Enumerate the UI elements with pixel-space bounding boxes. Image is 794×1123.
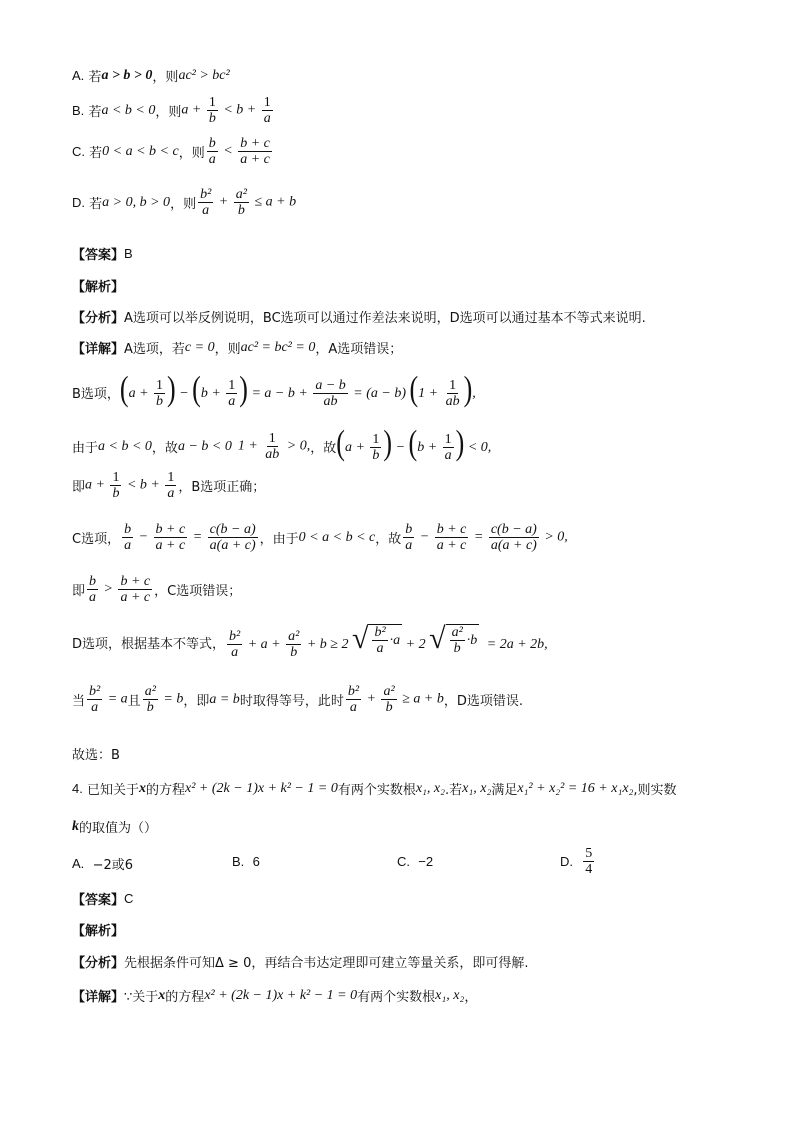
q4-xiangjie-line: 【详解】 ∵关于 x 的方程 x² + (2k − 1)x + k² − 1 = 0 有两个实数根 x₁, x₂ ， [72, 987, 478, 1005]
detail-text: 的方程 [165, 990, 205, 1005]
q4-option-a [72, 854, 133, 873]
detail-text: A选项，若 [124, 342, 185, 357]
jiexi-tag: 【解析】 [72, 924, 125, 939]
detail-text: 有两个实数根 [357, 990, 436, 1005]
detail-b-line [72, 368, 476, 410]
option-label: C. [397, 854, 410, 869]
option-b [72, 95, 275, 126]
option-conclusion: $\frac{b}{a}$ < $\frac{b + c}{a + c}$ [208, 136, 270, 167]
option-label: B. [232, 854, 245, 869]
fenxi-tag: 【分析】 [72, 311, 125, 326]
option-condition: a > 0, b > 0 [102, 194, 171, 210]
xiangjie-tag: 【详解】 [72, 990, 125, 1005]
detail-text: ，故 [310, 441, 337, 457]
detail-math: $\frac{b}{a}$ > $\frac{b + c}{a + c}$ [89, 574, 151, 605]
detail-math: (a + $\frac{1}{b}$ ) − (b + $\frac{1}{a}$ ) = a − b + $\frac{a - b}{ab}$ = (a − b) (1 + $\frac{1}{ab}$ ), [119, 368, 476, 410]
detail-math: $\frac{\text{b²}}{a}$ + $\frac{\text{a²}}{b}$ ≥ a + b [347, 684, 444, 715]
jiexi-tag: 【解析】 [72, 280, 125, 295]
answer-value: C [124, 891, 134, 906]
q4-text: 已知关于 [86, 783, 139, 798]
detail-c-line2 [72, 574, 241, 605]
option-text: ，则 [170, 197, 197, 212]
detail-text: 即 [72, 584, 86, 599]
q4-equation: x² + (2k − 1)x + k² − 1 = 0 [204, 987, 358, 1003]
detail-math: ac² = bc² = 0 [240, 339, 316, 355]
question-number: 4. [72, 781, 83, 796]
option-text: 若 [89, 197, 103, 212]
option-label: D. [72, 195, 85, 210]
q4-text: 的方程 [146, 783, 186, 798]
detail-text: 且 [127, 694, 141, 709]
detail-text: ，D选项错误. [443, 694, 523, 709]
option-label: D. [560, 854, 573, 869]
detail-b-line3 [72, 470, 265, 501]
answer-tag: 【答案】 [72, 248, 125, 263]
detail-text: 时取得等号，此时 [239, 694, 344, 709]
detail-d-line2: 当 $\frac{\text{b²}}{a}$ = a 且 $\frac{\text{a²}}{b}$ = b ，即 a = b 时取得等号，此时 $\frac{\text{b²}}{a}$ + $\frac{\text{a²}}{b}$ ≥ a + b ，D选项错误. [72, 684, 523, 715]
q4-text: .若 [445, 783, 463, 798]
detail-text: B选项， [72, 387, 120, 403]
q4-stem-line1 [72, 779, 677, 798]
xiangjie-tag: 【详解】 [72, 342, 125, 357]
detail-text: ，由于 [259, 532, 299, 547]
answer-line [72, 244, 133, 263]
q4-option-b [232, 854, 260, 869]
detail-text: ∵关于 [124, 990, 159, 1005]
detail-text: ，故 [375, 532, 402, 547]
q4-math: x₁, x₂ [435, 987, 465, 1003]
fenxi-tag: 【分析】 [72, 956, 125, 971]
option-value: −2或6 [92, 858, 133, 873]
option-condition: a < b < 0 [101, 102, 156, 118]
option-text: ，则 [152, 70, 179, 85]
q4-math: x₁, x₂ [415, 780, 446, 796]
detail-text: 由于 [72, 441, 99, 457]
q4-text: 满足 [491, 783, 518, 798]
option-text: ，则 [178, 146, 205, 161]
detail-math: $\frac{b}{a}$ − $\frac{b + c}{a + c}$ = $\frac{c(b - a)}{a(a + c)}$ [124, 522, 256, 553]
detail-c-line [72, 522, 568, 553]
detail-math: a + $\frac{1}{b}$ < b + $\frac{1}{a}$ [85, 470, 175, 501]
conclusion-text: 故选：B [72, 748, 120, 763]
option-label: A. [72, 856, 85, 871]
q4-analysis-heading [72, 920, 124, 939]
q4-stem-line2 [72, 817, 157, 836]
detail-text: ，故 [151, 441, 178, 457]
option-text: ，则 [155, 105, 182, 120]
detail-text: C选项， [72, 532, 121, 547]
analysis-heading [72, 276, 124, 295]
option-value: −2 [418, 854, 434, 869]
option-value: $\frac{5}{4}$ [585, 846, 593, 877]
q4-fenxi-line [72, 952, 528, 971]
option-a [72, 66, 230, 85]
q4-math: x [158, 987, 166, 1003]
detail-math: $\frac{\text{b²}}{a}$ + a + $\frac{\text{a²}}{b}$ + b ≥ 2 √ $\frac{\text{b²}}{a}$ ·a + 2 √ $\frac{\text{a²}}{b}$ ·b = 2a + 2b, [229, 622, 548, 661]
detail-math: a < b < 0 [98, 438, 152, 454]
option-conclusion: ac² > bc² [178, 67, 230, 83]
q4-text: 的取值为（） [79, 821, 158, 836]
option-c [72, 136, 274, 167]
detail-text: 即 [72, 480, 86, 495]
q4-math: x [139, 780, 146, 796]
detail-b-line2 [72, 422, 492, 464]
option-label: B. [72, 103, 85, 118]
detail-d-line [72, 624, 548, 660]
detail-text: 当 [72, 694, 86, 709]
detail-math: 0 < a < b < c [298, 529, 376, 545]
option-conclusion: $\frac{\text{b²}}{a}$ + $\frac{\text{a²}}{b}$ ≤ a + b [200, 187, 297, 218]
detail-math: (a + $\frac{1}{b}$ ) − (b + $\frac{1}{a}$ ) < 0, [336, 422, 492, 464]
detail-text: ，B选项正确； [178, 480, 266, 495]
detail-text: ，C选项错误； [154, 584, 242, 599]
answer-value: B [124, 246, 133, 261]
fenxi-line [72, 307, 646, 326]
q4-math: x₁² + x₂² = 16 + x₁x₂ [517, 780, 634, 796]
detail-math: a = b [209, 691, 240, 707]
option-d [72, 187, 296, 218]
fenxi-text: A选项可以举反例说明，BC选项可以通过作差法来说明，D选项可以通过基本不等式来说明. [124, 311, 646, 326]
detail-math: 1 + $\frac{1}{ab}$ > 0, [237, 431, 311, 463]
q4-option-c [397, 854, 433, 869]
detail-text: ，则 [214, 342, 241, 357]
detail-math: = 2a + 2b [486, 637, 545, 652]
detail-text: ，A选项错误； [315, 342, 403, 357]
detail-math: $\frac{b}{a}$ − $\frac{b + c}{a + c}$ = $\frac{c(b - a)}{a(a + c)}$ > 0, [405, 522, 568, 553]
q4-equation: x² + (2k − 1)x + k² − 1 = 0 [185, 780, 338, 796]
option-label: A. [72, 68, 85, 83]
detail-math: $\frac{\text{a²}}{b}$ = b [144, 684, 184, 715]
detail-math: $\frac{\text{b²}}{a}$ = a [89, 684, 128, 715]
q4-math: k [72, 818, 79, 834]
detail-math: c = 0 [184, 339, 215, 355]
answer-tag: 【答案】 [72, 893, 125, 908]
detail-a-line [72, 338, 402, 357]
option-condition: a > b > 0 [101, 67, 153, 83]
detail-text: D选项，根据基本不等式， [72, 636, 226, 652]
option-condition: 0 < a < b < c [102, 143, 179, 159]
q4-text: 有两个实数根 [337, 783, 416, 798]
option-text: 若 [88, 105, 102, 120]
detail-math: a − b < 0 [177, 438, 232, 454]
option-text: 若 [89, 146, 103, 161]
q4-text: ,则实数 [633, 783, 677, 798]
q4-option-d [560, 846, 596, 877]
option-conclusion: a + $\frac{1}{b}$ < b + $\frac{1}{a}$ [181, 95, 271, 126]
fenxi-text: 先根据条件可知Δ ≥ 0，再结合韦达定理即可建立等量关系，即可得解. [124, 956, 529, 971]
q4-math: x₁, x₂ [462, 780, 492, 796]
q4-answer-line [72, 889, 133, 908]
conclusion-line [72, 744, 120, 763]
option-label: C. [72, 144, 85, 159]
option-value: 6 [252, 854, 260, 869]
option-text: 若 [88, 70, 102, 85]
